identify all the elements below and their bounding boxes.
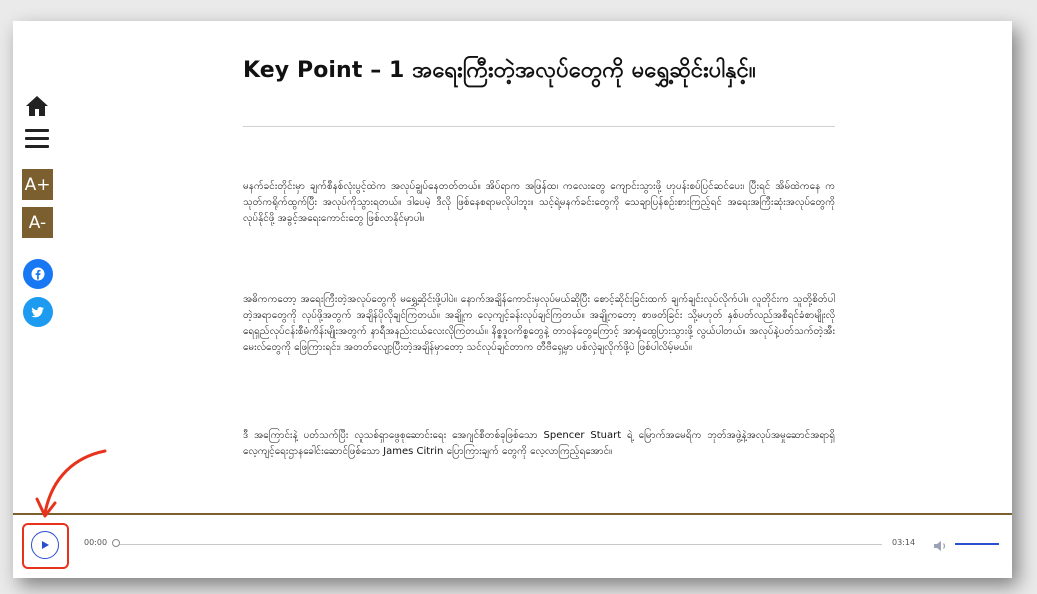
audio-player — [13, 515, 1012, 578]
volume-icon[interactable] — [933, 537, 949, 549]
twitter-icon — [31, 305, 45, 319]
article-title: Key Point – 1 အရေးကြီးတဲ့အလုပ်တွေကို မရွှေ့ဆိုင်းပါနှင့်။ — [243, 58, 756, 83]
article-paragraph: အဓိကကတော့ အရေးကြီးတဲ့အလုပ်တွေကို မရွှေ့ဆိုင်းဖို့ပါပဲ။ နောက်အချိန်ကောင်းမှလုပ်မယ်ဆိုပြီး စောင့်ဆိုင်းခြင်းထက် ချက်ချင်းလုပ်လိုက်ပါ။ လူတိုင်းက သူတို့စိတ်ပါတဲ့အရာတွေကို လုပ်ဖို့အတွက် အချိန်ပိုလိုချင်ကြတယ်။ အချို့က လေ့ကျင့်ခန်းလုပ်ချင်ကြတယ်။ အချို့ကတော့ စာဖတ်ခြင်း သို့မဟုတ် နှစ်ပတ်လည်အစီရင်ခံစာမျိုးလို ရေရှည်လုပ်ငန်းစီမံကိန်းမျိုးအတွက် နာရီအနည်းငယ်လေးလိုကြတယ်။ နိစ္စဒူဝကိစ္စတွေနဲ့ တာဝန်တွေကြောင့် အာရုံထွေပြားသွားဖို့ လွယ်ပါတယ်။ အလုပ်နဲ့ပတ်သက်တဲ့အီးမေးလ်တွေကို ဖြေကြားရင်း၊ အတတ်လျော့ပြီးတဲ့အချိန်မှာတော့ သင်လုပ်ချင်တာက တီဗီရှေ့မှာ ပစ်လှဲချလိုက်ဖို့ပဲ ဖြစ်ပါလိမ့်မယ်။ — [243, 294, 835, 353]
font-decrease-button[interactable]: A- — [22, 207, 53, 238]
annotation-highlight-box — [22, 523, 69, 569]
article-paragraph: ဒီ အကြောင်းနဲ့ ပတ်သက်ပြီး လူသစ်ရှာဖွေစုဆောင်းရေး အေဂျင်စီတစ်ခုဖြစ်သော Spencer Stuart ရဲ့ မြောက်အမေရိက ဘုတ်အဖွဲ့နဲ့အလုပ်အမှုဆောင်အရာရှိလေ့ကျင့်ရေးဌာနခေါင်းဆောင်ဖြစ်သော James Citrin ပြောကြားချက် တွေကို လေ့လာကြည့်ရအောင်။ — [243, 430, 835, 457]
volume-slider[interactable] — [955, 543, 999, 545]
article-paragraph: မနက်ခင်းတိုင်းမှာ ချက်စီနစ်လုံးပွင့်ထဲက အလုပ်ချွပ်နေတတ်တယ်။ အိပ်ရာက အဖြန်ထ၊ ကလေးတွေ ကျောင်းသွားဖို့ ဟုပန်းစပ်ပြင်ဆင်ပေး၊ ပြီးရင် အိမ်ထဲကနေ ကသုတ်ကရိုက်ထွက်ပြီး အလုပ်ကိုသွားရတယ်။ ဒါပေမဲ့ ဒီလို ဖြစ်နေစရာမလိုပါဘူး။ သင့်ရဲ့မနက်ခင်းတွေကို သေချာပြန်စဉ်းစားကြည့်ရင် အရေးအကြီးဆုံးအလုပ်တွေကို လုပ်နိုင်ဖို့ အခွင့်အရေးကောင်းတွေ ဖြစ်လာနိုင်မှာပါ။ — [243, 181, 835, 224]
twitter-share-button[interactable] — [23, 297, 53, 327]
annotation-arrow-icon — [30, 447, 120, 527]
seek-bar[interactable] — [116, 544, 882, 545]
article-page — [13, 21, 1012, 578]
title-divider — [243, 126, 835, 127]
duration: 03:14 — [892, 538, 916, 547]
home-icon[interactable] — [25, 95, 49, 117]
facebook-share-button[interactable] — [23, 259, 53, 289]
facebook-icon — [31, 267, 45, 281]
font-increase-button[interactable]: A+ — [22, 169, 53, 200]
seek-handle[interactable] — [112, 539, 120, 547]
menu-icon[interactable] — [25, 129, 49, 149]
current-time: 00:00 — [84, 538, 108, 547]
